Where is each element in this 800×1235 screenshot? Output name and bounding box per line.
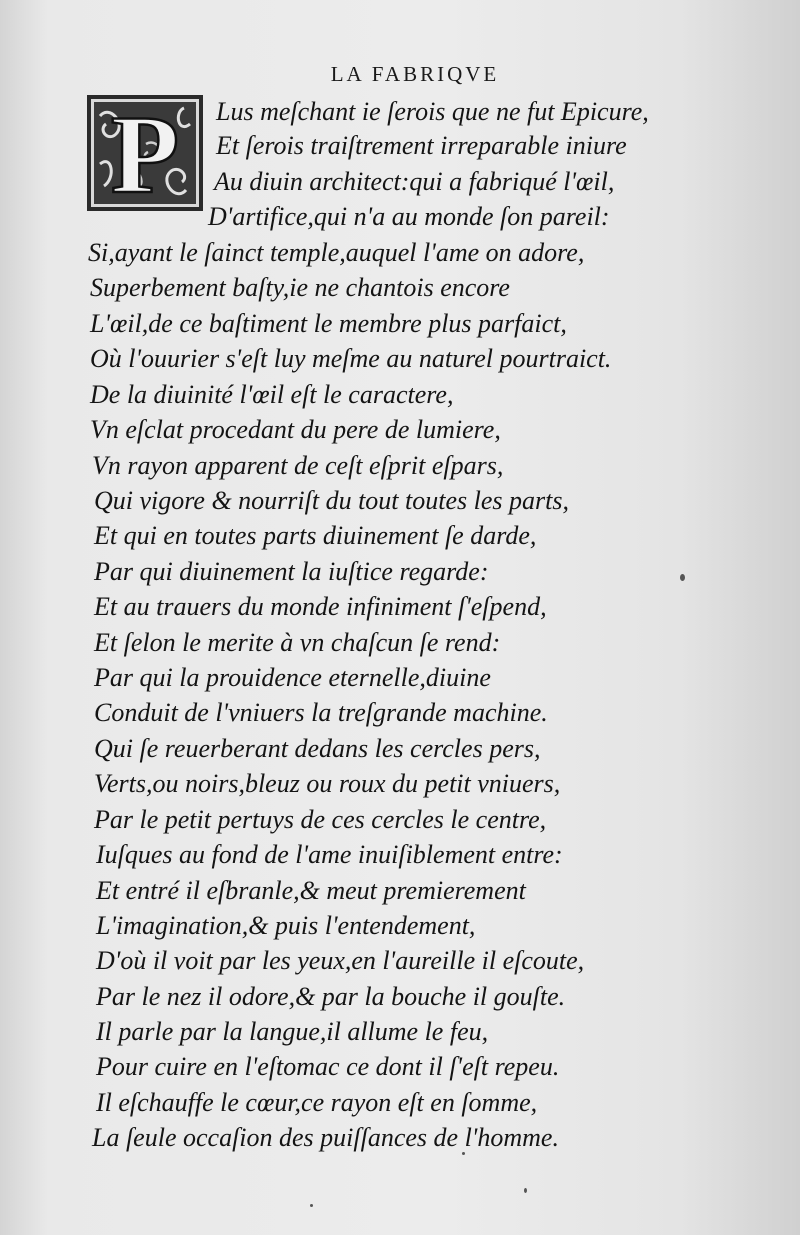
verse-line: Au diuin architect:qui a fabriqué l'œil, bbox=[214, 167, 615, 196]
verse-line: Pour cuire en l'eſtomac ce dont il ſ'eſt repeu. bbox=[96, 1052, 560, 1081]
verse-line: Il parle par la langue,il allume le feu, bbox=[96, 1017, 489, 1046]
verse-line: De la diuinité l'œil eſt le caractere, bbox=[90, 380, 454, 409]
verse-line: Qui ſe reuerberant dedans les cercles pers, bbox=[94, 734, 541, 763]
verse-line: L'imagination,& puis l'entendement, bbox=[96, 911, 476, 940]
verse-line: Et entré il eſbranle,& meut premierement bbox=[96, 876, 526, 905]
verse-line: Vn rayon apparent de ceſt eſprit eſpars, bbox=[92, 451, 504, 480]
verse-line: Superbement baſty,ie ne chantois encore bbox=[90, 273, 510, 302]
verse-line: L'œil,de ce baſtiment le membre plus parfaict, bbox=[90, 309, 567, 338]
verse-line: Verts,ou noirs,bleuz ou roux du petit vniuers, bbox=[94, 769, 561, 798]
verse-line: Par qui diuinement la iuſtice regarde: bbox=[94, 557, 489, 586]
verse-line: La ſeule occaſion des puiſſances de l'homme. bbox=[92, 1123, 559, 1152]
verse-line: Et qui en toutes parts diuinement ſe darde, bbox=[94, 521, 537, 550]
verse-line: Si,ayant le ſainct temple,auquel l'ame on adore, bbox=[88, 238, 585, 267]
verse-line: Par qui la prouidence eternelle,diuine bbox=[94, 663, 491, 692]
verse-line: D'où il voit par les yeux,en l'aureille il eſcoute, bbox=[96, 946, 585, 975]
verse-line: D'artifice,qui n'a au monde ſon pareil: bbox=[208, 202, 610, 231]
running-head: LA FABRIQVE bbox=[330, 62, 500, 86]
ink-speck bbox=[310, 1204, 313, 1207]
ink-speck bbox=[462, 1152, 465, 1155]
verse-line: Iuſques au fond de l'ame inuiſiblement entre: bbox=[96, 840, 563, 869]
ink-speck bbox=[524, 1188, 527, 1193]
verse-line: Conduit de l'vniuers la treſgrande machine. bbox=[94, 698, 548, 727]
verse-line: Par le petit pertuys de ces cercles le centre, bbox=[94, 805, 547, 834]
verse-line: Qui vigore & nourriſt du tout toutes les parts, bbox=[94, 486, 569, 515]
verse-line: Et ſelon le merite à vn chaſcun ſe rend: bbox=[94, 628, 501, 657]
verse-line: Et ſerois traiſtrement irreparable iniure bbox=[216, 131, 627, 160]
verse-line: Où l'ouurier s'eſt luy meſme au naturel pourtraict. bbox=[90, 344, 612, 373]
verse-line: Il eſchauffe le cœur,ce rayon eſt en ſomme, bbox=[96, 1088, 538, 1117]
verse-line: Lus meſchant ie ſerois que ne fut Epicure, bbox=[216, 97, 649, 126]
verse-line: Et au trauers du monde infiniment ſ'eſpend, bbox=[94, 592, 547, 621]
drop-cap-letter: P bbox=[110, 94, 180, 212]
ink-speck bbox=[680, 574, 685, 581]
verse-line: Vn eſclat procedant du pere de lumiere, bbox=[90, 415, 501, 444]
verse-line: Par le nez il odore,& par la bouche il gouſte. bbox=[96, 982, 566, 1011]
